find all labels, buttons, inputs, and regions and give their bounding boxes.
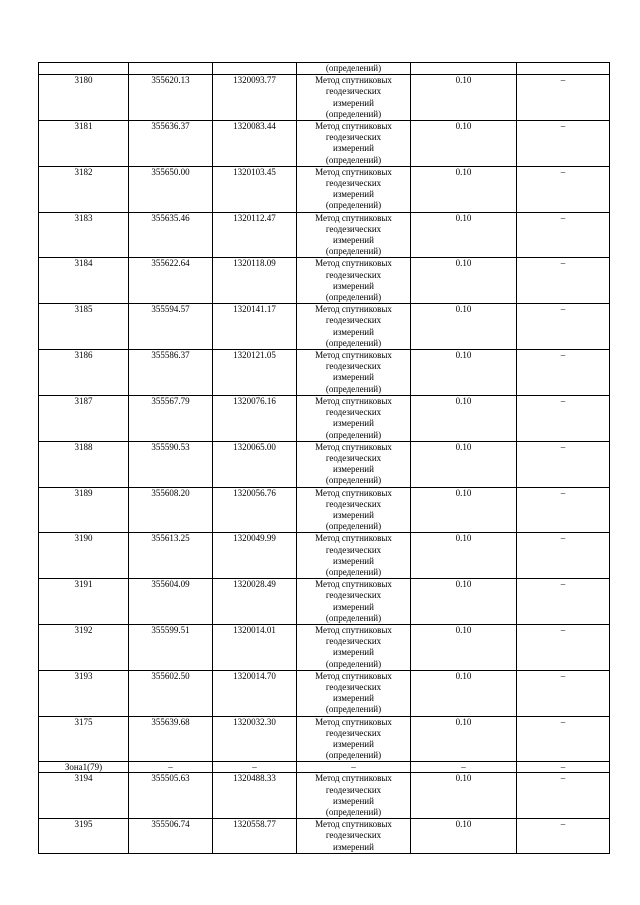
cell-x: 355636.37 bbox=[129, 121, 213, 167]
cell-x: 355622.64 bbox=[129, 258, 213, 304]
cell-point-id: 3192 bbox=[39, 624, 129, 670]
cell-point-id bbox=[39, 63, 129, 75]
method-line: (определений) bbox=[325, 521, 382, 532]
cell-method bbox=[297, 304, 411, 350]
method-line: (определений) bbox=[325, 658, 382, 669]
method-line: геодезических bbox=[325, 830, 382, 841]
table-row bbox=[39, 395, 610, 441]
cell-x: 355620.13 bbox=[129, 75, 213, 121]
cell-description: – bbox=[517, 773, 610, 819]
cell-y: 1320056.76 bbox=[213, 487, 297, 533]
cell-description: – bbox=[517, 762, 610, 773]
cell-point-id: 3194 bbox=[39, 773, 129, 819]
cell-method bbox=[297, 75, 411, 121]
table-row bbox=[39, 773, 610, 819]
method-line: измерений bbox=[333, 841, 374, 852]
method-line: измерений bbox=[333, 464, 374, 475]
cell-point-id: 3185 bbox=[39, 304, 129, 350]
method-line: геодезических bbox=[325, 178, 382, 189]
method-line: Метод спутниковых bbox=[315, 716, 392, 727]
method-line: (определений) bbox=[325, 612, 382, 623]
cell-point-id: 3188 bbox=[39, 441, 129, 487]
cell-x: – bbox=[129, 762, 213, 773]
table-row bbox=[39, 441, 610, 487]
method-line: Метод спутниковых bbox=[315, 121, 392, 132]
cell-method bbox=[297, 441, 411, 487]
cell-y: 1320118.09 bbox=[213, 258, 297, 304]
cell-accuracy: 0.10 bbox=[411, 75, 517, 121]
cell-description: – bbox=[517, 487, 610, 533]
cell-x: 355608.20 bbox=[129, 487, 213, 533]
method-line: геодезических bbox=[325, 452, 382, 463]
cell-point-id: 3182 bbox=[39, 166, 129, 212]
cell-accuracy: 0.10 bbox=[411, 304, 517, 350]
method-line: (определений) bbox=[325, 383, 382, 394]
cell-x: 355599.51 bbox=[129, 624, 213, 670]
cell-description: – bbox=[517, 121, 610, 167]
cell-y: 1320093.77 bbox=[213, 75, 297, 121]
cell-point-id: 3191 bbox=[39, 579, 129, 625]
cell-accuracy: 0.10 bbox=[411, 773, 517, 819]
cell-y: 1320014.70 bbox=[213, 670, 297, 716]
method-line: Метод спутниковых bbox=[315, 75, 392, 86]
method-line: (определений) bbox=[325, 200, 382, 211]
cell-description: – bbox=[517, 716, 610, 762]
method-line: измерений bbox=[333, 143, 374, 154]
cell-method bbox=[297, 395, 411, 441]
table-row bbox=[39, 75, 610, 121]
cell-y: 1320076.16 bbox=[213, 395, 297, 441]
table-row bbox=[39, 819, 610, 854]
cell-method bbox=[297, 533, 411, 579]
method-line: Метод спутниковых bbox=[315, 487, 392, 498]
method-line: измерений bbox=[333, 372, 374, 383]
table-row bbox=[39, 212, 610, 258]
method-line: геодезических bbox=[325, 498, 382, 509]
method-line: геодезических bbox=[325, 784, 382, 795]
method-line: Метод спутниковых bbox=[315, 441, 392, 452]
method-line: (определений) bbox=[325, 246, 382, 257]
cell-description: – bbox=[517, 579, 610, 625]
cell-accuracy: 0.10 bbox=[411, 350, 517, 396]
cell-y: 1320014.01 bbox=[213, 624, 297, 670]
cell-accuracy: 0.10 bbox=[411, 487, 517, 533]
method-line: геодезических bbox=[325, 315, 382, 326]
cell-y: – bbox=[213, 762, 297, 773]
cell-point-id: 3183 bbox=[39, 212, 129, 258]
cell-accuracy: 0.10 bbox=[411, 670, 517, 716]
cell-accuracy: 0.10 bbox=[411, 533, 517, 579]
cell-accuracy: 0.10 bbox=[411, 121, 517, 167]
cell-method bbox=[297, 579, 411, 625]
method-line: (определений) bbox=[325, 566, 382, 577]
cell-description: – bbox=[517, 441, 610, 487]
cell-description: – bbox=[517, 819, 610, 854]
table-row bbox=[39, 121, 610, 167]
cell-y: 1320083.44 bbox=[213, 121, 297, 167]
cell-point-id: 3193 bbox=[39, 670, 129, 716]
cell-x: 355613.25 bbox=[129, 533, 213, 579]
cell-description: – bbox=[517, 670, 610, 716]
method-line: (определений) bbox=[325, 154, 382, 165]
cell-method bbox=[297, 624, 411, 670]
cell-accuracy: 0.10 bbox=[411, 624, 517, 670]
method-line: измерений bbox=[333, 601, 374, 612]
table-row bbox=[39, 304, 610, 350]
cell-y: 1320032.30 bbox=[213, 716, 297, 762]
method-line: геодезических bbox=[325, 681, 382, 692]
cell-description: – bbox=[517, 212, 610, 258]
cell-y: 1320112.47 bbox=[213, 212, 297, 258]
method-line: измерений bbox=[333, 555, 374, 566]
method-line: Метод спутниковых bbox=[315, 258, 392, 269]
table-row bbox=[39, 670, 610, 716]
table-row bbox=[39, 166, 610, 212]
method-line: (определений) bbox=[325, 337, 382, 348]
method-line: измерений bbox=[333, 326, 374, 337]
cell-y: 1320558.77 bbox=[213, 819, 297, 854]
table-row bbox=[39, 716, 610, 762]
cell-x: 355602.50 bbox=[129, 670, 213, 716]
cell-x: 355506.74 bbox=[129, 819, 213, 854]
cell-accuracy bbox=[411, 63, 517, 75]
method-line: (определений) bbox=[325, 750, 382, 761]
cell-description: – bbox=[517, 533, 610, 579]
cell-accuracy: 0.10 bbox=[411, 716, 517, 762]
method-line: (определений) bbox=[325, 108, 382, 119]
cell-point-id: 3175 bbox=[39, 716, 129, 762]
table-row bbox=[39, 533, 610, 579]
continuation-row bbox=[39, 63, 610, 75]
method-line: геодезических bbox=[325, 727, 382, 738]
method-line: Метод спутниковых bbox=[315, 395, 392, 406]
cell-x: 355594.57 bbox=[129, 304, 213, 350]
cell-y: 1320121.05 bbox=[213, 350, 297, 396]
method-line: измерений bbox=[333, 647, 374, 658]
method-line: Метод спутниковых bbox=[315, 579, 392, 590]
method-line: измерений bbox=[333, 418, 374, 429]
cell-point-id: 3180 bbox=[39, 75, 129, 121]
cell-point-id: 3181 bbox=[39, 121, 129, 167]
cell-method bbox=[297, 773, 411, 819]
method-line: измерений bbox=[333, 97, 374, 108]
method-line: Метод спутниковых bbox=[315, 212, 392, 223]
method-line: геодезических bbox=[325, 223, 382, 234]
method-line: измерений bbox=[333, 509, 374, 520]
cell-x: 355639.68 bbox=[129, 716, 213, 762]
method-line: геодезических bbox=[325, 590, 382, 601]
cell-accuracy: 0.10 bbox=[411, 819, 517, 854]
cell-method bbox=[297, 487, 411, 533]
cell-x: 355567.79 bbox=[129, 395, 213, 441]
cell-description: – bbox=[517, 166, 610, 212]
method-line: геодезических bbox=[325, 361, 382, 372]
table-row bbox=[39, 579, 610, 625]
cell-x: 355586.37 bbox=[129, 350, 213, 396]
method-line: измерений bbox=[333, 235, 374, 246]
method-line: (определений) bbox=[325, 429, 382, 440]
cell-x: 355650.00 bbox=[129, 166, 213, 212]
method-line: Метод спутниковых bbox=[315, 819, 392, 830]
cell-y: 1320488.33 bbox=[213, 773, 297, 819]
method-line: геодезических bbox=[325, 407, 382, 418]
method-line: Метод спутниковых bbox=[315, 533, 392, 544]
cell-method bbox=[297, 121, 411, 167]
cell-description: – bbox=[517, 624, 610, 670]
method-line: (определений) bbox=[325, 704, 382, 715]
cell-accuracy: 0.10 bbox=[411, 212, 517, 258]
cell-point-id: 3195 bbox=[39, 819, 129, 854]
method-line: измерений bbox=[333, 795, 374, 806]
method-line: (определений) bbox=[325, 807, 382, 817]
cell-description: – bbox=[517, 395, 610, 441]
method-line: геодезических bbox=[325, 636, 382, 647]
table-row bbox=[39, 350, 610, 396]
method-line: геодезических bbox=[325, 86, 382, 97]
cell-description: – bbox=[517, 350, 610, 396]
cell-x: 355590.53 bbox=[129, 441, 213, 487]
cell-method bbox=[297, 350, 411, 396]
method-line: измерений bbox=[333, 280, 374, 291]
method-line: Метод спутниковых bbox=[315, 773, 392, 784]
cell-method bbox=[297, 670, 411, 716]
cell-x: 355505.63 bbox=[129, 773, 213, 819]
method-line: (определений) bbox=[325, 292, 382, 303]
cell-description: – bbox=[517, 75, 610, 121]
method-line: Метод спутниковых bbox=[315, 304, 392, 315]
cell-x: 355604.09 bbox=[129, 579, 213, 625]
cell-method bbox=[297, 716, 411, 762]
cell-description bbox=[517, 63, 610, 75]
method-line: геодезических bbox=[325, 132, 382, 143]
method-line: Метод спутниковых bbox=[315, 624, 392, 635]
cell-point-id: 3186 bbox=[39, 350, 129, 396]
cell-y: 1320103.45 bbox=[213, 166, 297, 212]
cell-accuracy: 0.10 bbox=[411, 579, 517, 625]
cell-point-id: 3189 bbox=[39, 487, 129, 533]
cell-point-id: 3184 bbox=[39, 258, 129, 304]
method-line: Метод спутниковых bbox=[315, 350, 392, 361]
cell-accuracy: 0.10 bbox=[411, 441, 517, 487]
method-line: измерений bbox=[333, 693, 374, 704]
cell-y bbox=[213, 63, 297, 75]
method-line: Метод спутниковых bbox=[315, 670, 392, 681]
cell-point-id: 3190 bbox=[39, 533, 129, 579]
cell-description: – bbox=[517, 258, 610, 304]
cell-accuracy: – bbox=[411, 762, 517, 773]
zone-row bbox=[39, 762, 610, 773]
cell-y: 1320028.49 bbox=[213, 579, 297, 625]
cell-method: – bbox=[297, 762, 411, 773]
cell-y: 1320049.99 bbox=[213, 533, 297, 579]
cell-method bbox=[297, 166, 411, 212]
cell-method: (определений) bbox=[297, 63, 411, 75]
cell-accuracy: 0.10 bbox=[411, 166, 517, 212]
cell-description: – bbox=[517, 304, 610, 350]
coordinates-table bbox=[38, 62, 610, 854]
cell-x bbox=[129, 63, 213, 75]
method-line: геодезических bbox=[325, 269, 382, 280]
cell-point-id: 3187 bbox=[39, 395, 129, 441]
table-row bbox=[39, 258, 610, 304]
method-line: измерений bbox=[333, 189, 374, 200]
cell-zone-name: Зона1(79) bbox=[39, 762, 129, 773]
cell-method bbox=[297, 258, 411, 304]
method-line: (определений) bbox=[325, 475, 382, 486]
table-row bbox=[39, 487, 610, 533]
cell-method bbox=[297, 212, 411, 258]
cell-y: 1320065.00 bbox=[213, 441, 297, 487]
cell-method bbox=[297, 819, 411, 854]
method-line: Метод спутниковых bbox=[315, 166, 392, 177]
method-line: геодезических bbox=[325, 544, 382, 555]
cell-accuracy: 0.10 bbox=[411, 258, 517, 304]
cell-x: 355635.46 bbox=[129, 212, 213, 258]
table-row bbox=[39, 624, 610, 670]
method-line: измерений bbox=[333, 738, 374, 749]
cell-y: 1320141.17 bbox=[213, 304, 297, 350]
cell-accuracy: 0.10 bbox=[411, 395, 517, 441]
